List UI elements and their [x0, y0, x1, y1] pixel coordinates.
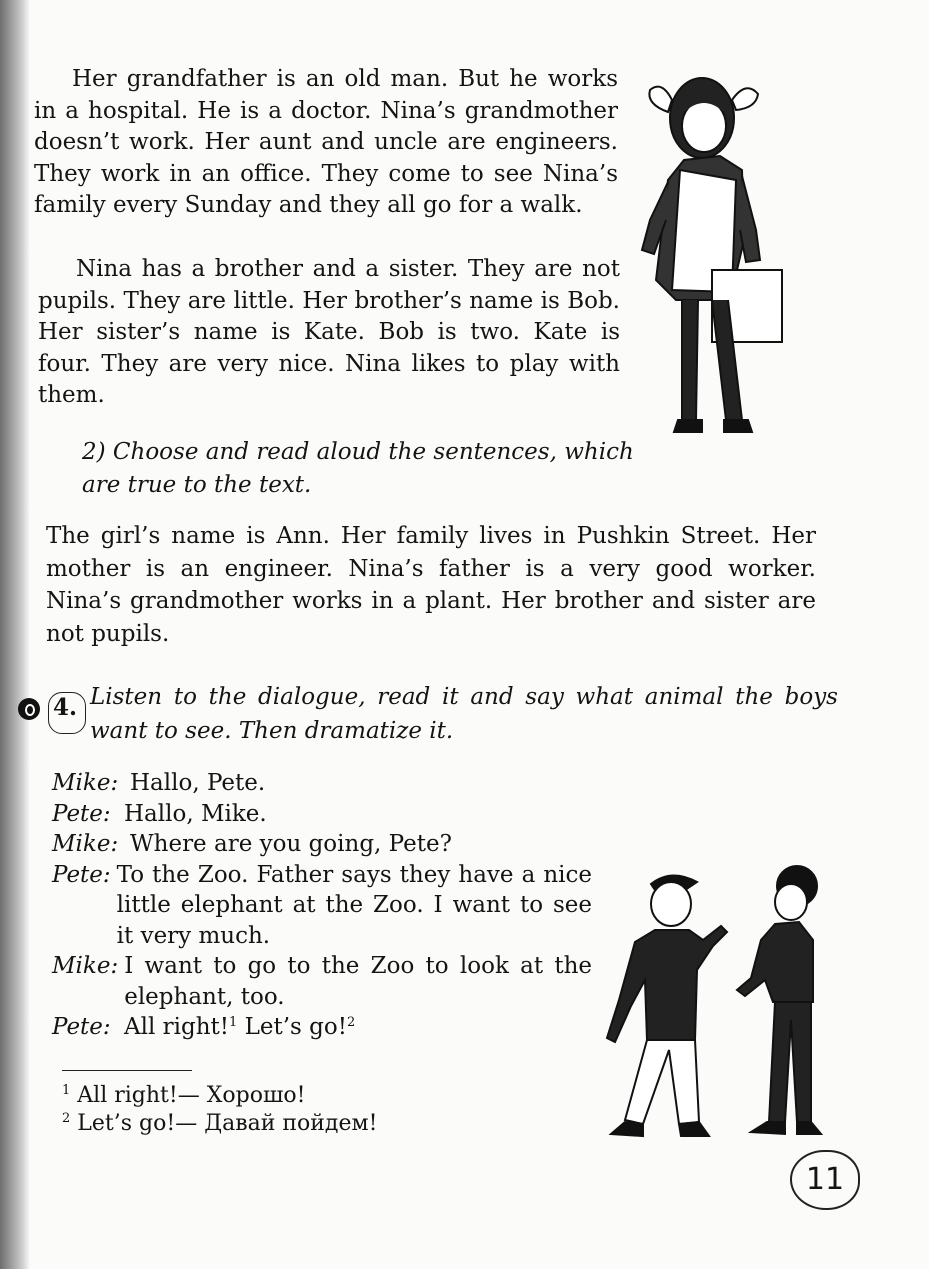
speaker-label: Mike: [52, 831, 119, 857]
footnote-number: 2 [62, 1111, 71, 1126]
line-part: Let’s go! [237, 1014, 347, 1040]
dialogue-line [52, 951, 592, 1012]
task-4-instruction: Listen to the dialogue, read it and say what animal the boys want to see. Then dramatize it. [90, 684, 838, 744]
footnote-divider [62, 1070, 192, 1071]
footnote-ref: 1 [229, 1015, 238, 1030]
speaker-label: Mike: [52, 770, 119, 796]
dialogue-line [52, 799, 592, 830]
dialogue [52, 768, 592, 1043]
exercise-2-sentences: The girl’s name is Ann. Her family lives in Pushkin Street. Her mother is an engineer. Nina’s father is a very good worker. Nina’s grandmother works in a plant. Her brother and sister are not pupils. [46, 523, 816, 647]
line-part: All right! [124, 1014, 230, 1040]
dialogue-line [52, 829, 592, 860]
footnotes [62, 1082, 377, 1138]
footnote [62, 1082, 377, 1110]
speaker-label: Pete: [52, 800, 111, 827]
paragraph-siblings: Nina has a brother and a sister. They are not pupils. They are little. Her brother’s name is Bob. Her sister’s name is Kate. Bob is two. Kate is four. They are very nice. Nina likes to play with them. [38, 256, 620, 409]
line-text: I want to go to the Zoo to look at the elephant, too. [124, 953, 592, 1010]
footnote-text: Let’s go!— Давай пойдем! [77, 1111, 378, 1136]
line-text: Hallo, Mike. [124, 800, 267, 827]
footnote-ref: 2 [346, 1015, 356, 1030]
page-number: 11 [790, 1150, 860, 1210]
paragraph-grandfather: Her grandfather is an old man. But he works in a hospital. He is a doctor. Nina’s grandmother doesn’t work. Her aunt and uncle are engineers. They work in an office. They come to see Nina’s family every Sunday and they all go for a walk. [34, 66, 618, 219]
boys-illustration [585, 860, 825, 1145]
line-text: Hallo, Pete. [130, 770, 266, 796]
audio-disc-icon[interactable] [18, 698, 40, 720]
exercise-2-instruction [82, 436, 642, 502]
line-text: To the Zoo. Father says they have a nice little elephant at the Zoo. I want to see it very much. [116, 861, 592, 949]
exercise-2-text: Choose and read aloud the sentences, which are true to the text. [82, 439, 634, 498]
girl-illustration [632, 60, 812, 450]
exercise-2-label: 2) [82, 439, 106, 465]
dialogue-line [52, 860, 592, 952]
speaker-label: Pete: [52, 861, 111, 888]
footnote-text: All right!— Хорошо! [77, 1083, 306, 1108]
book-spine-shadow [0, 0, 30, 1269]
dialogue-line [52, 768, 592, 799]
footnote [62, 1110, 377, 1138]
speaker-label: Mike: [52, 953, 119, 979]
footnote-number: 1 [62, 1083, 71, 1098]
task-4-number: 4. [48, 692, 86, 734]
line-text [124, 1012, 355, 1043]
dialogue-line [52, 1012, 592, 1043]
speaker-label: Pete: [52, 1014, 111, 1040]
line-text: Where are you going, Pete? [130, 831, 452, 857]
